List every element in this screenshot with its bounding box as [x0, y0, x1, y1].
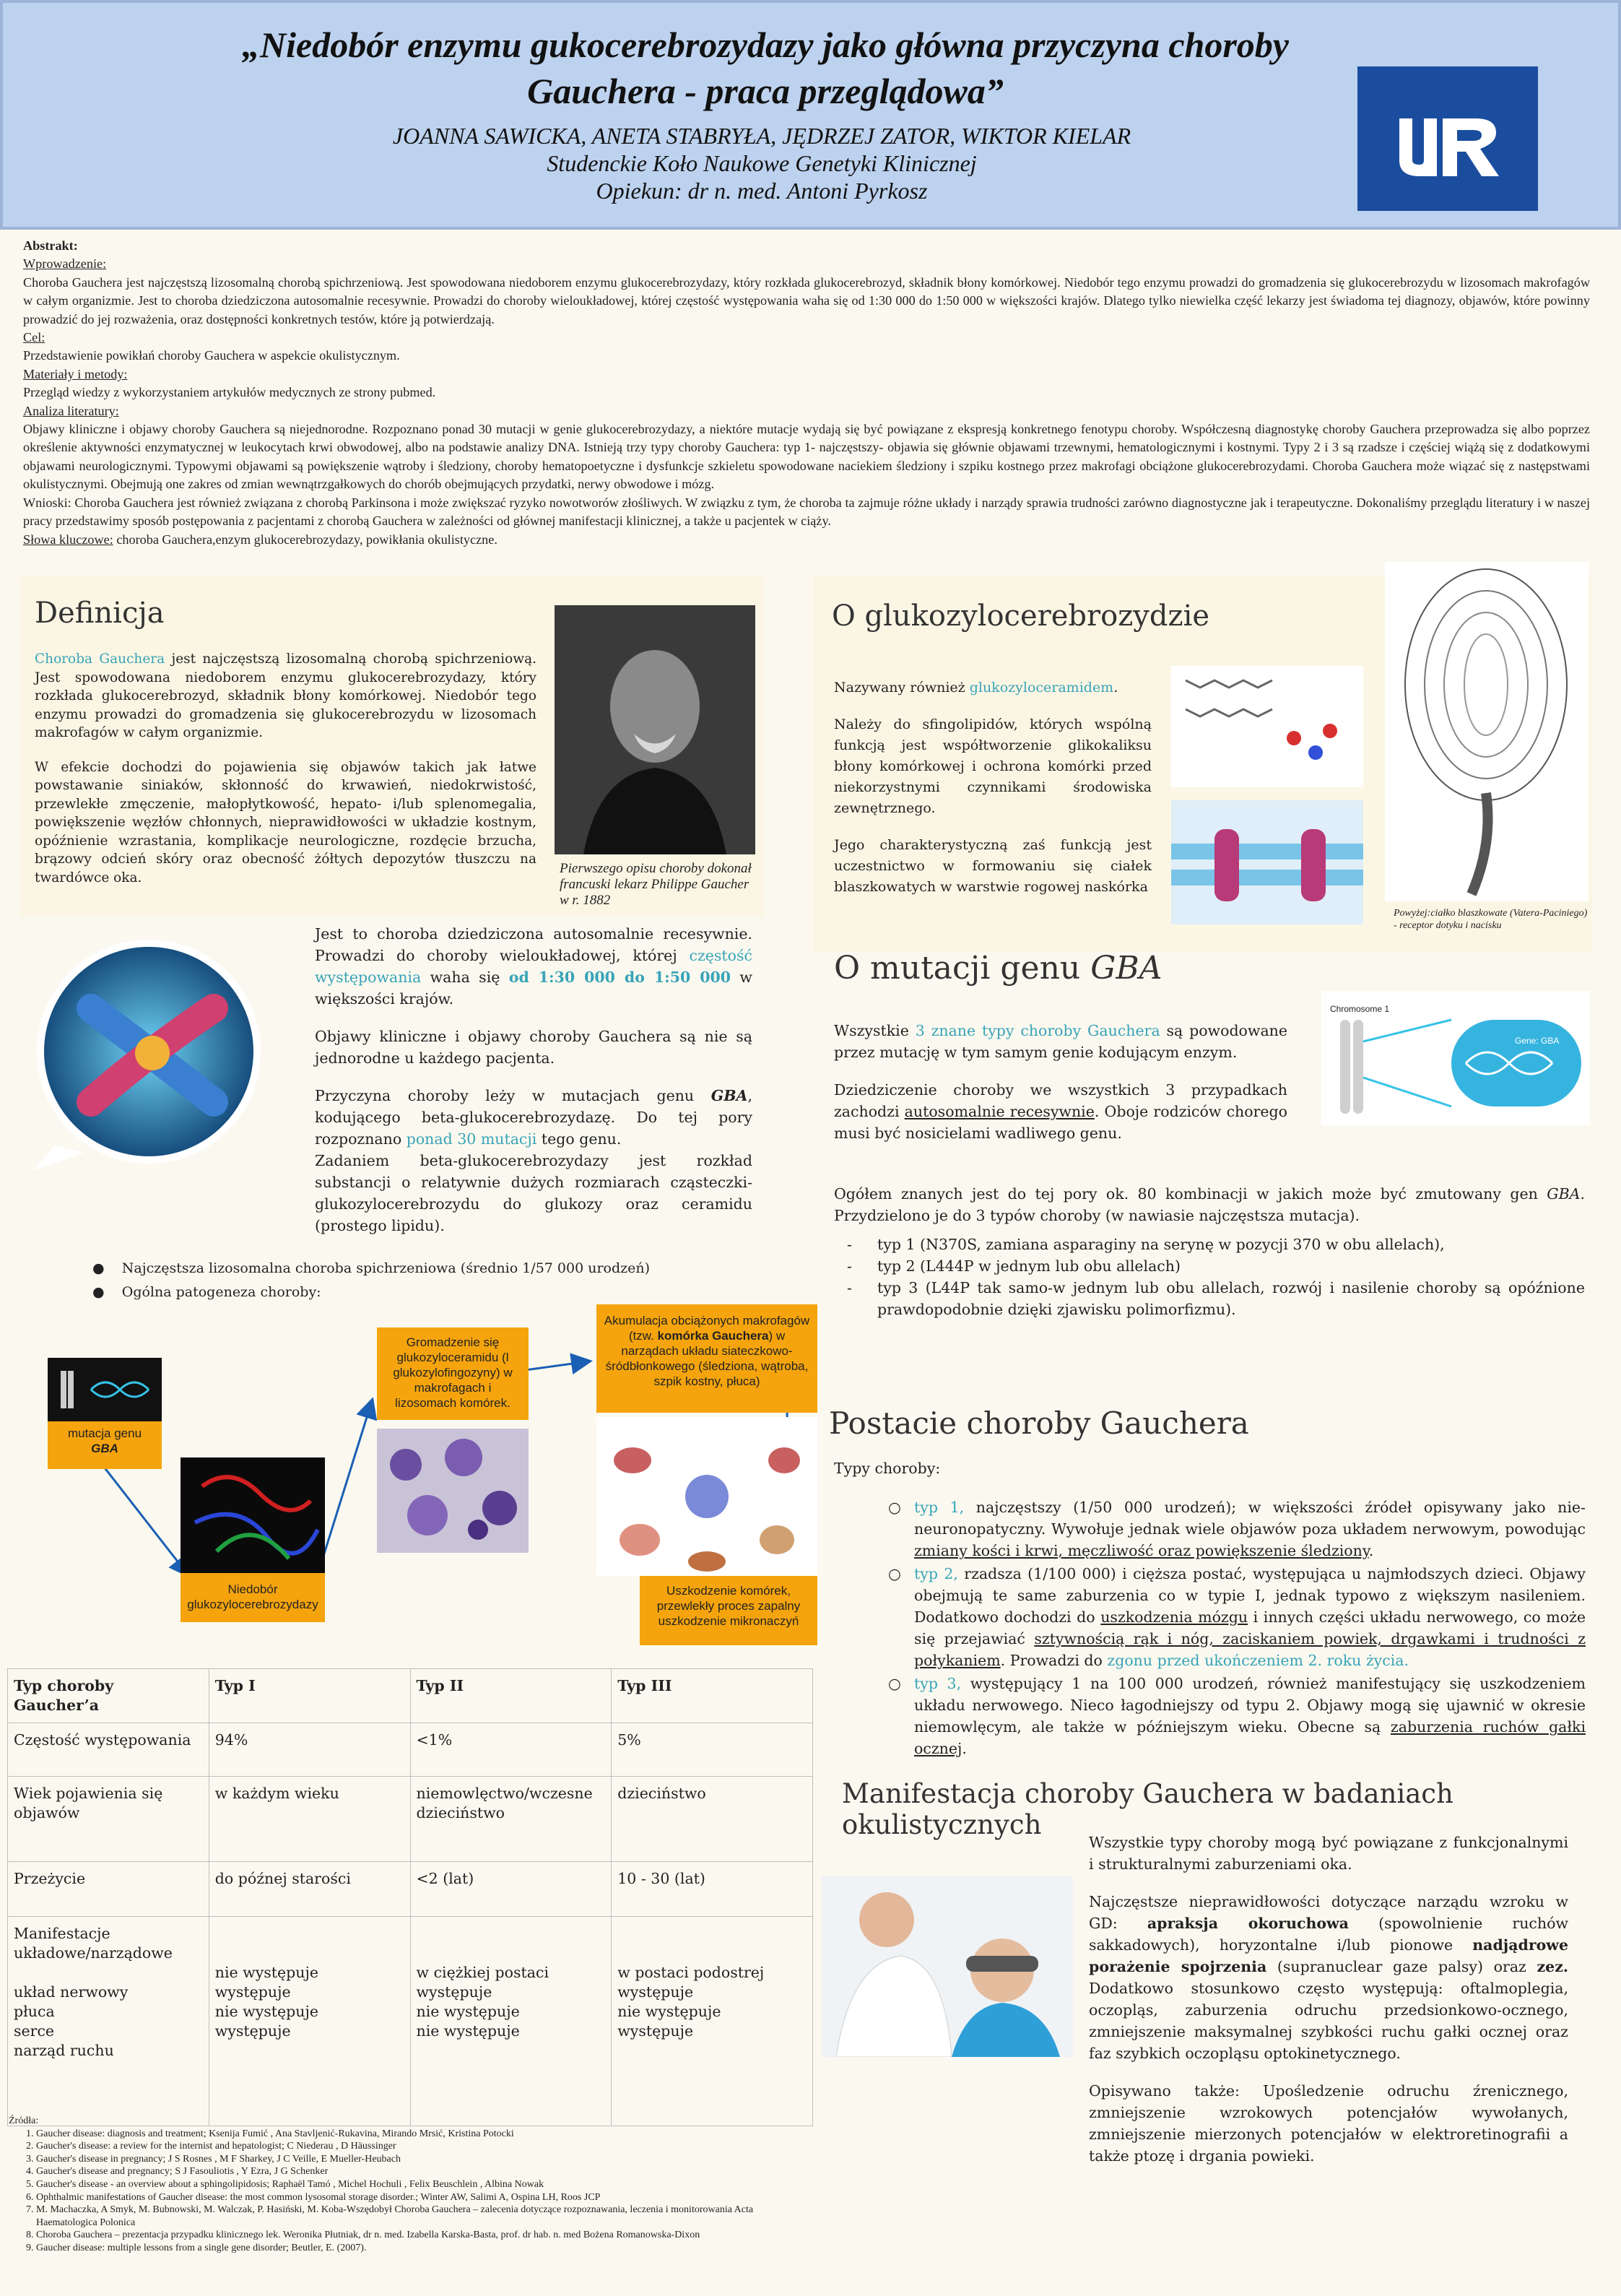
abstract-section — [23, 237, 1590, 549]
table-cell: Częstość występowania — [8, 1723, 209, 1777]
table-cell: Manifestacje układowe/narządowe układ nerwowy płuca serce narząd ruchu — [8, 1917, 209, 2126]
references — [9, 2115, 788, 2255]
definition-p6: Zadaniem beta-glukocerebrozydazy jest rozkład substancji o relatywnie dużych rozmiarach cząsteczki-glukozylocerebrozydu do glukozy oraz ceramidu (prostego lipidu). — [315, 1152, 752, 1234]
reference-item: 1. Gaucher disease: diagnosis and treatment; Ksenija Fumić , Ana Stavljenić-Rukavina, Mirando Mrsić, Kristina Potocki — [36, 2128, 788, 2141]
table-cell: 10 - 30 (lat) — [612, 1862, 813, 1917]
ophthalmic-text: Wszystkie typy choroby mogą być powiązane z funkcjonalnymi i strukturalnymi zaburzeniami oka. Najczęstsze nieprawidłowości dotyczące narządu wzroku w GD: apraksja okoruchowa (spowolnienie ruchów sakkadowych), horyzontalne i/lub pionowe nadjądrowe porażenie spojrzenia (supranuclear gaze palsy) oraz zez. Dodatkowo stosunkowo często występują: oftalmoplegia, oczopląs, zaburzenia odruchu przedsionkowo-ocznego, zmniejszenie maksymalnej szybkości ruchu gałki ocznej oraz faz szybkich oczopląsu optokinetycznego. Opisywano także: Upośledzenie odruchu źrenicznego, zmniejszenie wzrokowych potencjałów wywołanych, zmniejszenie mierzonych potencjałów w elektroretinografii a także ptozę i drgania powieki. — [1089, 1832, 1568, 2183]
analysis-label: Analiza literatury: — [23, 403, 119, 418]
ophthalmic-title: Manifestacja choroby Gauchera w badaniach okulistycznych — [842, 1778, 1453, 1840]
pacinian-caption: Powyżej:ciałko blaszkowate (Vatera-Paciniego) - receptor dotyku i nacisku — [1394, 908, 1588, 931]
reference-item: 9. Gaucher disease: multiple lessons from a single gene disorder; Beutler, E. (2007). — [36, 2242, 788, 2255]
form-type-2: ○ typ 2, rzadsza (1/100 000) i cięższa postać, występująca u najmłodszych dzieci. Objawy obejmują te same zaburzenia co w typie I, jednak typowo z większym nasileniem. Dodatkowo dochodzi do uszkodzenia mózgu i innych części układu nerwowego, co może się przejawiać sztywnością rąk i nóg, zaciskaniem powiek, drgawkami i trudności z połykaniem. Prowadzi do zgonu przed ukończeniem 2. roku życia. — [888, 1565, 1586, 1669]
table-cell: nie występuje występuje nie występuje występuje — [209, 1917, 410, 2126]
definition-p3-e: w większości krajów. — [315, 969, 752, 1008]
gluco-p2: Należy do sfingolipidów, których wspólną funkcją jest współtworzenie glikokaliksu błony komórkowej i ochrona komórki przed niekorzystnymi czynnikami środowiska zewnętrznego. — [834, 716, 1152, 816]
three-types-term: 3 znane typy choroby Gauchera — [915, 1022, 1160, 1039]
glucosylceramide-term: glukozyloceramidem — [969, 680, 1114, 696]
glucosylcerebroside-title: O glukozylocerebrozydzie — [832, 599, 1210, 633]
eye-exam-photo — [822, 1876, 1073, 2057]
gluco-p3: Jego charakterystyczną zaś funkcją jest uczestnictwo w formowaniu się ciałek blaszkowatych w warstwie rogowej naskórka — [834, 837, 1152, 895]
enzyme-structure-image — [181, 1457, 325, 1573]
reference-item: 6. Ophthalmic manifestations of Gaucher disease: the most common lysosomal storage disorder.; Winter AW, Salimi A, Ospina LH, Roos JCP — [36, 2191, 788, 2204]
methods-text: Przegląd wiedzy z wykorzystaniem artykułów medycznych ze strony pubmed. — [23, 385, 436, 400]
form-type-3: ○ typ 3, występujący 1 na 100 000 urodzeń, również manifestujący się uszkodzeniem układu nerwowego. Nieco łagodniejszy od typu 2. Objawy mogą się ujawnić w okresie niemowlęcym, ale także w późniejszym wieku. Obecne są zaburzenia ruchów gałki ocznej. — [888, 1675, 1586, 1757]
definition-term: Choroba Gauchera — [35, 651, 165, 667]
abstract-heading: Abstrakt: — [23, 238, 78, 253]
methods-label: Materiały i metody: — [23, 366, 128, 381]
forms-list — [888, 1496, 1586, 1759]
gba-type-list — [834, 1234, 1585, 1320]
ophth-p1: Wszystkie typy choroby mogą być powiązane z funkcjonalnymi i strukturalnymi zaburzeniami oka. — [1089, 1834, 1568, 1873]
table-cell: niemowlęctwo/wczesne dzieciństwo — [410, 1777, 612, 1862]
table-cell: Przeżycie — [8, 1862, 209, 1917]
analysis-text: Objawy kliniczne i objawy choroby Gauchera są niejednorodne. Rozpoznano ponad 30 mutacji w genie glukocerebrozydazy, a niektóre mutacje wydają się być powiązane z ekspresją konkretnego fenotypu choroby. Współczesną diagnostykę choroby Gauchera przeprowadza się albo poprzez określenie aktywności enzymatycznej w leukocytach krwi obwodowej, albo na podstawie analizy DNA. Istnieją trzy typy choroby Gauchera: typ 1- najczęstszy- objawia się głównie objawami trzewnymi, hematologicznymi i kostnymi. Typy 2 i 3 są rzadsze i częściej wiążą się z dodatkowymi objawami neurologicznymi. Typowymi objawami są powiększenie wątroby i śledziony, choroby hematopoetyczne i dysfunkcje szkieletu spowodowane naciekiem śledziony i szpiku kostnego przez makrofagi obciążone glukocerebrozydami. Choroba Gauchera może wiązać się z następstwami okulistycznymi. Obejmują one zakres od zmian wewnątrzgałkowych do chorób obejmujących przydatki, nerwy obwodowe i mózg. — [23, 422, 1590, 492]
forms-title: Postacie choroby Gauchera — [829, 1405, 1249, 1441]
definition-continued — [315, 923, 752, 1252]
student-circle: Studenckie Koło Naukowe Genetyki Klinicznej — [547, 150, 977, 176]
keywords-text: choroba Gauchera,enzym glukocerebrozydazy, powikłania okulistyczne. — [113, 532, 497, 547]
definition-p4: Objawy kliniczne i objawy choroby Gauchera są nie są jednorodne u każdego pacjenta. — [315, 1028, 752, 1067]
autosomal-recessive-term: autosomalnie recesywnie — [904, 1103, 1095, 1120]
definition-title: Definicja — [35, 597, 165, 630]
gaucher-portrait — [555, 605, 755, 854]
frequency-term: częstość występowania — [315, 947, 752, 986]
table-cell: do późnej starości — [209, 1862, 410, 1917]
reference-item: 4. Gaucher's disease and pregnancy; S J Fasouliotis , Y Ezra, J G Schenker — [36, 2165, 788, 2178]
box-cell-damage: Uszkodzenie komórek, przewlekły proces zapalny uszkodzenie mikronaczyń — [640, 1576, 817, 1645]
aim-text: Przedstawienie powikłań choroby Gauchera w aspekcie okulistycznym. — [23, 348, 400, 363]
reference-item: 8. Choroba Gauchera – prezentacja przypadku klinicznego lek. Weronika Płutniak, dr n. med. Izabella Karska-Basta, prof. dr hab. n. med Bożena Romanowska-Dixon — [36, 2229, 788, 2242]
table-cell: 94% — [209, 1723, 410, 1777]
poster-title: „Niedobór enzymu gukocerebrozydazy jako główna przyczyna choroby Gauchera - praca przeglądowa” — [242, 25, 1289, 111]
table-row — [8, 1862, 813, 1917]
chromosome-bubble-image — [4, 936, 279, 1174]
table-header: Typ choroby Gaucher’a — [8, 1669, 209, 1723]
authors: JOANNA SAWICKA, ANETA STABRYŁA, JĘDRZEJ ZATOR, WIKTOR KIELAR — [392, 123, 1131, 149]
box-enzyme-deficiency: Niedobór glukozylocerebrozydazy — [181, 1573, 325, 1622]
table-cell: w postaci podostrej występuje nie występuje występuje — [612, 1917, 813, 2126]
ophth-p3: Opisywano także: Upośledzenie odruchu źrenicznego, zmniejszenie wzrokowych potencjałów wywołanych, zmniejszenie mierzonych potencjałów w elektroretinografii a także ptozę i drgania powieki. — [1089, 2082, 1568, 2165]
pacinian-corpuscle-image — [1385, 562, 1589, 901]
intro-label: Wprowadzenie: — [23, 256, 107, 272]
university-logo — [1357, 66, 1538, 211]
portrait-caption: Pierwszego opisu choroby dokonał francuski lekarz Philippe Gaucher w r. 1882 — [560, 861, 752, 908]
supervisor: Opiekun: dr n. med. Antoni Pyrkosz — [596, 178, 928, 204]
keywords-label: Słowa kluczowe: — [23, 532, 113, 547]
box-gaucher-cell-accumulation: Akumulacja obciążonych makrofagów (tzw. komórka Gauchera) w narządach układu siateczkowo- śródbłonkowego (śledziona, wątroba, szpik kostny, płuca) — [596, 1304, 817, 1413]
chromosome-gene-image — [1321, 991, 1590, 1125]
gba-title: O mutacji genu GBA — [834, 950, 1162, 987]
definition-p2: W efekcie dochodzi do pojawienia się objawów takich jak łatwe powstawanie siniaków, skłonność do krwawień, niedokrwistość, przewlekłe zmęczenie, małopłytkowość, hepato- i/lub splenomegalia, powiększenie węzłów chłonnych, nieprawidłowości w układzie kostnym, opóźnienie wzrastania, komplikacje neurologiczne, rozdęcie brzucha, brązowy odcień skóry oraz obecność żółtych depozytów tłuszczu na twardówce oka. — [35, 759, 536, 885]
box-gene-mutation: mutacja genu GBA — [48, 1421, 162, 1469]
table-row — [8, 1723, 813, 1777]
bullet-frequency: ● Najczęstsza lizosomalna choroba spichrzeniowa (średnio 1/57 000 urodzeń) — [92, 1260, 651, 1276]
box-glucosylceramide-accumulation: Gromadzenie się glukozyloceramidu (l glukozylofingozyny) w makrofagach i lizosomach komórek. — [377, 1327, 529, 1420]
table-row — [8, 1777, 813, 1862]
molecule-structure-image — [1171, 666, 1363, 787]
reference-item: 5. Gaucher's disease - an overview about a sphingolipidosis; Raphaël Tamó , Michel Hochuli , Felix Beuschlein , Albina Nowak — [36, 2178, 788, 2191]
gba-type-3: - typ 3 (L44P tak samo-w jednym lub obu allelach, rozwój i nasilenie choroby są opóźnione prawdopodobnie dzięki zjawisku polimorfizmu). — [847, 1279, 1585, 1318]
form-type-1: ○ typ 1, najczęstszy (1/50 000 urodzeń); w większości źródeł opisywany jako nie-neuronopatyczny. Wywołuje jednak wiele objawów poza układem nerwowym, powodując zmiany kości i krwi, męczliwość oraz powiększenie śledziony. — [888, 1499, 1586, 1559]
reference-item: 7. M. Machaczka, A Smyk, M. Bubnowski, M. Walczak, P. Hasiński, M. Koba-Wszędobył Choroba Gauchera – zalecenia dotyczące rozpoznawania, leczenia i monitorowania Acta Haematologica Polonica — [36, 2204, 788, 2229]
definition-p5-b: , kodującego beta-glukocerebrozydazę. Do tej pory rozpoznano — [315, 1087, 752, 1148]
table-header: Typ I — [209, 1669, 410, 1723]
definition-p5-d: tego genu. — [536, 1130, 622, 1148]
table-header: Typ II — [410, 1669, 612, 1723]
gba-combinations-text: Ogółem znanych jest do tej pory ok. 80 kombinacji w jakich może być zmutowany gen GBA. Przydzielono je do 3 typów choroby (w nawiasie najczęstsza mutacja). - typ 1 (N370S, zamiana asparaginy na serynę w pozycji 370 w obu allelach), - typ 2 (L444P w jednym lub obu allelach) - typ 3 (L44P tak samo-w jednym lub obu allelach, rozwój i nasilenie choroby są opóźnione prawdopodobnie dzięki zjawisku polimorfizmu). — [834, 1183, 1585, 1320]
table-header: Typ III — [612, 1669, 813, 1723]
table-cell: <2 (lat) — [410, 1862, 612, 1917]
table-row — [8, 1917, 813, 2126]
conclusions-text: Wnioski: Choroba Gauchera jest również związana z chorobą Parkinsona i może zwiększać ryzyko nowotworów złośliwych. W związku z tym, że choroba ta zajmuje różne układy i narządy sprawia trudności zarówno diagnostyczne jak i terapeutyczne. Dokonaliśmy przeglądu literatury i w naszej pracy przedstawimy sposób postępowania z pacjentami z chorobą Gauchera w zależności od głównej manifestacji klinicznej, a także u pacjentek w ciąży. — [23, 495, 1590, 529]
table-cell: w każdym wieku — [209, 1777, 410, 1862]
table-cell: <1% — [410, 1723, 612, 1777]
definition-text — [35, 650, 536, 903]
cell-membrane-image — [1171, 800, 1363, 924]
dna-thumbnail — [48, 1358, 162, 1421]
gba-type-1: - typ 1 (N370S, zamiana asparaginy na serynę w pozycji 370 w obu allelach), — [847, 1236, 1445, 1253]
glucosylcerebroside-text: Nazywany również glukozyloceramidem. Należy do sfingolipidów, których wspólną funkcją jest współtworzenie glikokaliksu błony komórkowej i ochrona komórki przed niekorzystnymi czynnikami środowiska zewnętrznego. Jego charakterystyczną zaś funkcją jest uczestnictwo w formowaniu się ciałek blaszkowatych w warstwie rogowej naskórka — [834, 677, 1152, 914]
bullet-pathogenesis: ● Ogólna patogeneza choroby: — [92, 1284, 321, 1300]
reference-item: 3. Gaucher's disease in pregnancy; J S Rosnes , M F Sharkey, J C Veille, E Mueller-Heubach — [36, 2153, 788, 2166]
definition-p1: jest najczęstszą lizosomalną chorobą spichrzeniową. Jest spowodowana niedoborem enzymu glukocerebrozydazy, który rozkłada glukocerebrozyd, składnik błony komórkowej. Niedobór tego enzymu prowadzi do gromadzenia się glukocerebrozydu w lizosomach makrofagów w całym organizmie. — [35, 651, 536, 740]
definition-p5-a: Przyczyna choroby leży w mutacjach genu — [315, 1087, 711, 1104]
mutations-term: ponad 30 mutacji — [406, 1130, 537, 1148]
references-heading: Źródła: — [9, 2115, 39, 2126]
gba-gene-term: GBA — [710, 1087, 748, 1104]
reference-item: 2. Gaucher's disease: a review for the internist and hepatologist; C Niederau , D Häussinger — [36, 2140, 788, 2153]
gba-type-2: - typ 2 (L444P w jednym lub obu allelach) — [847, 1257, 1181, 1275]
aim-label: Cel: — [23, 330, 45, 345]
chromosome-label: Chromosome 1 — [1330, 1004, 1390, 1014]
forms-intro: Typy choroby: — [834, 1460, 941, 1477]
gaucher-cells-microscopy — [377, 1429, 529, 1553]
definition-p3-c: waha się — [421, 969, 509, 986]
table-cell: dzieciństwo — [612, 1777, 813, 1862]
table-cell: w ciężkiej postaci występuje nie występuje nie występuje — [410, 1917, 612, 2126]
gba-text: Wszystkie 3 znane typy choroby Gauchera są powodowane przez mutację w tym samym genie kodującym enzym. Dziedziczenie choroby we wszystkich 3 przypadkach zachodzi autosomalnie recesywnie. Oboje rodziców chorego musi być nosicielami wadliwego genu. — [834, 1022, 1288, 1142]
disease-types-table — [7, 1668, 813, 2126]
intro-text: Choroba Gauchera jest najczęstszą lizosomalną chorobą spichrzeniową. Jest spowodowana niedoborem enzymu glukocerebrozydazy, który rozkłada glukocerebrozyd, składnik błony komórkowej. Niedobór tego enzymu prowadzi do gromadzenia się glukocerebrozydu w lizosomach makrofagów w całym organizmie. Jest to choroba dziedziczona autosomalnie recesywnie. Prowadzi do choroby wieloukładowej, której częstość występowania waha się od 1:30 000 do 1:50 000 w większości krajów. Dlatego tylko niewielka część lekarzy jest świadoma tej diagnozy, objawów, które powinny prowadzić do jej rozważenia, oraz dostępności konkretnych testów, które ją potwierdzają. — [23, 274, 1590, 326]
table-cell: 5% — [612, 1723, 813, 1777]
gene-label: Gene: GBA — [1515, 1036, 1560, 1046]
table-cell: Wiek pojawienia się objawów — [8, 1777, 209, 1862]
macrophage-organs-diagram — [596, 1417, 817, 1576]
definition-p3-a: Jest to choroba dziedziczona autosomalnie recesywnie. Prowadzi do choroby wieloukładowej, której — [315, 925, 752, 964]
frequency-value: od 1:30 000 do 1:50 000 — [508, 969, 731, 986]
